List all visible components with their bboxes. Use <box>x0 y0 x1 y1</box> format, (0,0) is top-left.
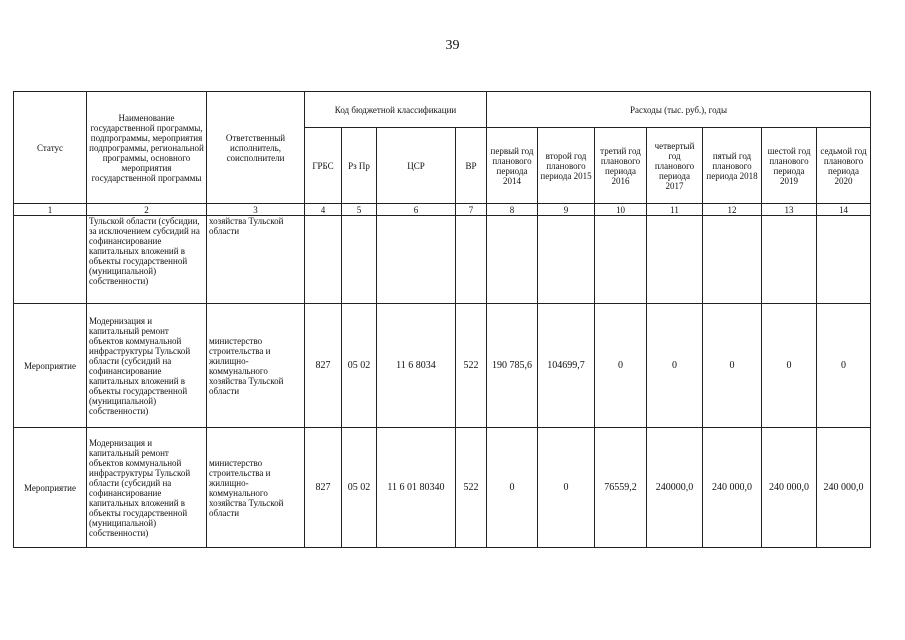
header-code-csr: ЦСР <box>377 128 456 204</box>
table-row <box>14 216 871 304</box>
row-csr <box>377 216 456 304</box>
header-expenses: Расходы (тыс. руб.), годы <box>487 92 871 128</box>
page-number: 39 <box>445 38 460 53</box>
row-rzpr: 05 02 <box>342 428 377 548</box>
header-year-2018: пятый год планового периода 2018 <box>703 128 762 204</box>
row-value-2019 <box>762 216 817 304</box>
header-code-vr: ВР <box>456 128 487 204</box>
header-status: Статус <box>14 92 87 204</box>
header-budget-code: Код бюджетной классификации <box>305 92 487 128</box>
row-value-2020: 240 000,0 <box>817 428 871 548</box>
row-value-2020 <box>817 216 871 304</box>
row-value-2018: 240 000,0 <box>703 428 762 548</box>
column-number: 12 <box>703 204 762 216</box>
row-vr: 522 <box>456 304 487 428</box>
header-year-2020: седьмой год планового периода 2020 <box>817 128 871 204</box>
row-value-2014: 0 <box>487 428 538 548</box>
row-status: Мероприятие <box>14 304 87 428</box>
column-number: 11 <box>647 204 703 216</box>
header-year-2014: первый год планового периода 2014 <box>487 128 538 204</box>
row-responsible: министерство строительства и жилищно-коммунального хозяйства Тульской области <box>207 304 305 428</box>
row-grbs <box>305 216 342 304</box>
row-csr: 11 6 8034 <box>377 304 456 428</box>
table-row <box>14 428 871 548</box>
row-value-2020: 0 <box>817 304 871 428</box>
row-value-2016: 0 <box>595 304 647 428</box>
column-number: 7 <box>456 204 487 216</box>
header-year-2019: шестой год планового периода 2019 <box>762 128 817 204</box>
header-responsible: Ответственный исполнитель, соисполнители <box>207 92 305 204</box>
row-status: Мероприятие <box>14 428 87 548</box>
header-year-2017: четвертый год планового периода 2017 <box>647 128 703 204</box>
row-grbs: 827 <box>305 304 342 428</box>
column-number: 5 <box>342 204 377 216</box>
row-value-2015: 0 <box>538 428 595 548</box>
row-value-2017: 240000,0 <box>647 428 703 548</box>
row-responsible: министерство строительства и жилищно-коммунального хозяйства Тульской области <box>207 428 305 548</box>
row-responsible: хозяйства Тульской области <box>207 216 305 304</box>
table-row <box>14 304 871 428</box>
row-rzpr <box>342 216 377 304</box>
row-vr: 522 <box>456 428 487 548</box>
row-value-2015: 104699,7 <box>538 304 595 428</box>
column-number: 4 <box>305 204 342 216</box>
row-vr <box>456 216 487 304</box>
row-value-2016 <box>595 216 647 304</box>
row-value-2016: 76559,2 <box>595 428 647 548</box>
row-value-2014: 190 785,6 <box>487 304 538 428</box>
header-name: Наименование государственной программы, подпрограммы, мероприятия подпрограммы, региональной программы, основного мероприятия государственной программы <box>87 92 207 204</box>
column-number: 2 <box>87 204 207 216</box>
row-value-2017 <box>647 216 703 304</box>
column-number: 1 <box>14 204 87 216</box>
row-name: Тульской области (субсидии, за исключением субсидий на софинансирование капитальных вложений в объекты государственной (муниципальной) собственности) <box>87 216 207 304</box>
column-number: 8 <box>487 204 538 216</box>
row-value-2019: 240 000,0 <box>762 428 817 548</box>
row-value-2017: 0 <box>647 304 703 428</box>
header-year-2015: второй год планового периода 2015 <box>538 128 595 204</box>
row-csr: 11 6 01 80340 <box>377 428 456 548</box>
column-number: 13 <box>762 204 817 216</box>
row-name: Модернизация и капитальный ремонт объектов коммунальной инфраструктуры Тульской области (субсидий на софинансирование капитальных вложений в объекты государственной (муниципальной) собственности) <box>87 304 207 428</box>
row-value-2018 <box>703 216 762 304</box>
column-number: 3 <box>207 204 305 216</box>
row-value-2018: 0 <box>703 304 762 428</box>
column-number: 9 <box>538 204 595 216</box>
header-code-rzpr: Рз Пр <box>342 128 377 204</box>
row-status <box>14 216 87 304</box>
row-value-2014 <box>487 216 538 304</box>
row-value-2015 <box>538 216 595 304</box>
budget-table <box>13 91 871 548</box>
header-year-2016: третий год планового периода 2016 <box>595 128 647 204</box>
row-grbs: 827 <box>305 428 342 548</box>
header-code-grbs: ГРБС <box>305 128 342 204</box>
row-rzpr: 05 02 <box>342 304 377 428</box>
row-value-2019: 0 <box>762 304 817 428</box>
column-number: 6 <box>377 204 456 216</box>
column-number: 14 <box>817 204 871 216</box>
row-name: Модернизация и капитальный ремонт объектов коммунальной инфраструктуры Тульской области (субсидий на софинансирование капитальных вложений в объекты государственной (муниципальной) собственности) <box>87 428 207 548</box>
column-number: 10 <box>595 204 647 216</box>
column-number-row <box>14 204 871 216</box>
